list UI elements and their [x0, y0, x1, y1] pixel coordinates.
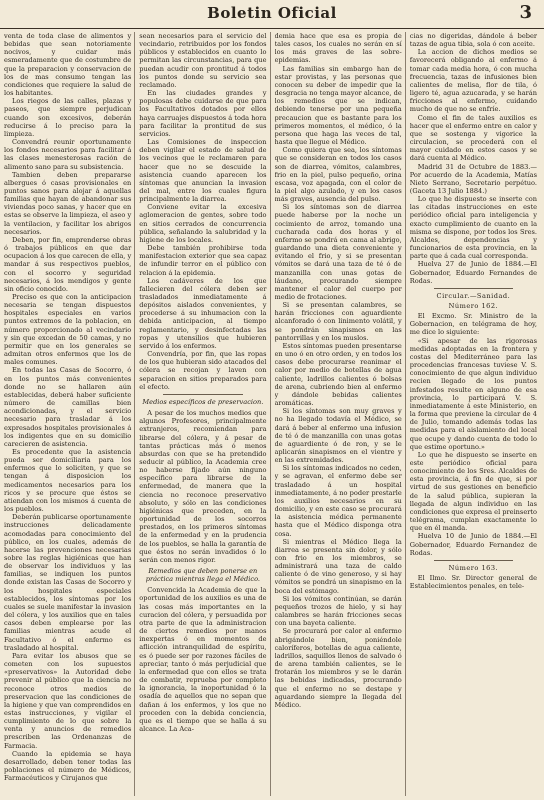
text-columns [4, 32, 540, 796]
paragraph: Cuando la epidemia se haya desarrollado, deben tener todas las poblaciones el número de Médicos, Farmacéuticos y Cirujanos que [4, 749, 132, 783]
paragraph: Convendría, por fin, que las ropas de los que hubieran sido atacados del cólera se recojan y laven con separacion en sitios preparados para el efecto. [139, 350, 267, 391]
paragraph: sean necesarios para el servicio del vecindario, retribuidos por los fondos públicos y establecidos en cuanto lo permitan las circunstancias, para que puedan acudir con prontitud á todos los puntos donde su servicio sea reclamado. [139, 32, 267, 89]
paragraph: Las Comisiones de inspeccion deben vigilar el estado de salud de los vecinos que le reclamaren para hacer que no se descuide la asistencia cuando aparecen los síntomas que anuncian la invasion del mal, entre los cuales figura principalmente la diarrea. [139, 138, 267, 204]
paragraph: cias no digeridas, dándole á beber tazas de agua tibia, sola ó con aceite. [409, 32, 537, 49]
paragraph: Tambien deben prepararse albergues ó casas provisionales en puntos sanos para alojar á aquellas familias que hayan de abandonar sus viviendas poco sanas, y hacer que en estas se observe la limpieza, el aseo y la ventilacion, y facilitar los abrigos necesarios. [4, 170, 132, 236]
paragraph: Lo que he dispuesto se inserte en este periódico oficial para conocimiento de los Sres. Alcaldes de esta provincia, á fin de que, si por virtud de sus gestiones en beneficio de la salud pública, supieran la llegada de algun individuo en las condiciones que expresa el preinserto telégrama, cumplan exactamente lo que en él manda. [409, 450, 537, 533]
paragraph: Si mientras el Médico llega la diarrea se presenta sin dolor, y sólo con frio en los miembros, se administrará una taza de caldo caliente ó de vino generoso, y si hay vómitos se pondrá un sinapismo en la boca del estómago. [274, 537, 402, 595]
paragraph: venta de toda clase de alimentos y bebidas que sean notoriamente nocivos, y cuidar más esmeradamente que de costumbre de que la preparacion y conservacion de los de mas consumo tengan las condiciones que requiere la salud de los habitantes. [4, 32, 132, 98]
paragraph: Deben, por fin, emprenderse obras ó trabajos públicos en que dar ocupacion á los que carecen de ella, y mandar á sus respectivos pueblos, con el socorro y seguridad necesarios, á los mendigos y gente sin oficio conocido. [4, 235, 132, 293]
paragraph: Circular.—Sanidad. [436, 291, 511, 300]
paragraph: Número 163. [448, 563, 499, 572]
paragraph: Los riegos de las calles, plazas y paseos, que siempre perjudican cuando son excesivos, deberán reducirse á lo preciso para la limpieza. [4, 97, 132, 138]
paragraph: Huelva 27 de Junio de 1884.—El Gobernador, Eduardo Fernandes de Rodas. [409, 260, 537, 285]
paragraph: Si se presentan calambres, se harán fricciones con aguardiente alcanforado ó con linimento volátil, y se pondrán sinapismos en las pantorrillas y en los muslos. [274, 301, 402, 342]
paragraph: La accion de dichos medios se favorecerá obligando al enfermo á tomar cada media hora, ó con mucha frecuencia, tazas de infusiones bien calientes de melisa, flor de tila, ó ligero té, agua azucarada, y se harán fricciones al enfermo, cuidando mucho de que no se enfríe. [409, 48, 537, 114]
paragraph: demia hace que esa es propia de tales casos, los cuales no serán en sí los más graves de las sobre-epidemias. [274, 32, 402, 65]
column-3 [275, 32, 406, 796]
page-header [0, 0, 544, 29]
paragraph: Debe también prohibirse toda manifestacion exterior que sea capaz de infundir terror en el público con relacion á la epidemia. [139, 244, 267, 277]
paragraph: Se procurará por calor al enfermo abrigándole bien, poniéndole caloríferos, botellas de agua caliente, ladrillos, saquillos llenos de salvado ó de arena también calientes, se le frotarán los miembros y se le darán las bebidas indicadas, procurando que el enfermo no se destape y aguardando siempre la llegada del Médico. [274, 627, 402, 709]
paragraph: El Ilmo. Sr. Director general de Establecimientos penales, en tele- [409, 574, 537, 591]
paragraph: El Excmo. Sr. Ministro de la Gobernacion, en telégrama de hoy, me dice lo siguiente: [409, 312, 537, 337]
paragraph: Lo que he dispuesto se inserte con las citadas instrucciones en este periódico oficial para inteligencia y exacto cumplimiento de cuanto en la misma se dispone, por todos los Sres. Alcaldes, dependencias y funcionarios de esta provincia, en la parte que á cada cual corresponda. [409, 195, 537, 261]
paragraph: En todas las Casas de Socorro, ó en los puntos más convenientes donde no se hallaren aún establecidas, deberá haber suficiente número de camillas bien acondicionadas, y el servicio necesario para trasladar á los expresados hospitales provisionales á los indigentes que en su domicilio carecieren de asistencia. [4, 366, 132, 448]
paragraph: Convencida la Academia de que la oportunidad de los auxilios es una de las cosas más importantes en la curacion del cólera, y persuadida por otra parte de que la administracion de ciertos remedios por manos inexpertas ó en momentos de aflicción intranquilidad de espíritu, es ó puede ser por razones fáciles de apreciar, tanto ó más perjudicial que la enfermedad que con ellos se trata de combatir, reprueba por completo la ignorancia, la inoportunidad ó la osadía de aquellos que no sepan que dañan á los enfermos, y los que no proceden con la debida conciencia, que es el tiempo que se halla á su alcance. La Aca- [139, 586, 267, 733]
section-divider [434, 560, 513, 561]
paragraph: Estos síntomas pueden presentarse en uno ó en otro orden, y en todos los casos debe procurarse reanimar el calor por medio de botellas de agua caliente, ladrillos calientes ó bolsas de arena, cubriendo bien al enfermo y dándole bebidas calientes aromáticas. [274, 341, 402, 408]
paragraph: Medios específicos de preservacion. [142, 397, 264, 406]
paragraph: Para evitar los abusos que se cometen con los supuestos «preservativos» la Autoridad debe prevenir al público que la ciencia no reconoce otros medios de preservacion que las condiciones de la higiene y que van comprendidos en estas instrucciones, y vigilar el cumplimiento de lo que sobre la venta y anuncios de remedios prescriben las Ordenanzas de Farmacia. [4, 651, 132, 750]
paragraph: En las ciudades grandes y populosas debe cuidarse de que para los Facultativos dotados por ellos haya carruajes dispuestos á toda hora para facilitar la prontitud de sus servicios. [139, 89, 267, 138]
page-number: 3 [519, 2, 532, 23]
paragraph: Como quiera que sea, los síntomas que se consideran en todos los casos son de diarrea, vómitos, calambres, frio en la piel, pulso pequeño, orina escasa, voz apagada, con el color de la piel algo azulado, y en los casos más graves, ausencia del pulso. [274, 146, 402, 204]
section-divider [163, 394, 242, 395]
paragraph: Deberán publicarse oportunamente instrucciones delicadamente acomodadas para conocimiento del público, en los cuales, además de hacerse las prevenciones necesarias sobre las reglas higiénicas que han de observar los individuos y las familias, se indiquen los puntos donde existan las Casas de Socorro y los hospitales especiales establecidos, los síntomas por los cuales se suele manifestar la invasion del cólera, y los auxilios que en tales casos deben emplearse por las familias mientras acude el Facultativo ó el enfermo es trasladado al hospital. [4, 513, 132, 652]
paragraph: Los cadáveres de los que fallecieren del cólera deben ser trasladados inmediatamente á depósitos aislados convenientes, y procederse á su inhumacion con la debida anticipacion, al tiempo reglamentario, y desinfectadas las ropas y utensilios que hubieren servido á los enfermos. [139, 276, 267, 350]
column-4 [410, 32, 540, 796]
paragraph: «Si apesar de las rigorosas medidas adoptadas en la frontera y costas del Mediterráneo para las procedencias francesas tuviese V. S. conocimiento de que algun individuo recien llegado de los puntos infestados resulte en alguno de esa provincia, lo participará V. S. inmediatamente á este Ministerio, en la forma que previene la circular de 4 de Julio, tomando además todas las medidas para el aislamiento del local que ocupe y dando cuenta de todo lo que estime oportuno.» [409, 336, 537, 451]
paragraph: Conviene evitar la excesiva aglomeracion de gentes, sobre todo en sitios cerrados de concurrencia pública, señalando la salubridad y la higiene de los locales. [139, 203, 267, 244]
column-1 [4, 32, 135, 796]
paragraph: Como el fin de tales auxilios es hacer que el enfermo entre en calor y que se sostenga y vigorice la circulacion, se procederá con el mayor cuidado en estos casos y se dará cuenta al Médico. [409, 113, 537, 163]
paragraph: Convendrá reunir oportunamente los fondos necesarios para facilitar á las clases menesterosas ración de alimento sano para su subsistencia. [4, 138, 132, 171]
paragraph: Número 162. [448, 302, 499, 310]
paragraph: Si los síntomas indicados no ceden, y se agravan, el enfermo debe ser trasladado á un hospital inmediatamente, á no poder prestarle los auxilios necesarios en su domicilio, y en este caso se procurará la asistencia médica permanente hasta que el Médico disponga otra cosa. [274, 464, 402, 538]
paragraph: Si los síntomas son muy graves y no ha llegado todavía el Médico, se dará á beber al enfermo una infusion de té ó de manzanilla con unas gotas de aguardiente ó de ron, y se le aplicarán sinapismos en el vientre y en las extremidades. [274, 407, 402, 465]
paragraph: Si los síntomas son de diarrea puede haberse por la noche un cocimiento de arroz, tomando una cucharada cada dos horas y el enfermo se pondrá en cama al abrigo, guardando una dieta conveniente y evitando el frio, y si se presentan vómitos se dará una taza de té ó de manzanilla con unas gotas de láudano, procurando siempre mantener el calor del cuerpo por medio de frotaciones. [274, 203, 402, 301]
section-divider [434, 288, 513, 289]
paragraph: Madrid 31 de Octubre de 1883.—Por acuerdo de la Academia, Matías Nieto Serrano, Secretario perpétuo. (Gaceta 13 Julio 1884.) [409, 162, 537, 195]
paragraph: Preciso es que con la anticipacion necesaria se tengan dispuestos hospitales especiales en varios puntos extremos de la poblacion, en número proporcionado al vecindario y sin que excedan de 50 camas, y no permitir que en los generales se admitan otros enfermos que los de males comunes. [4, 293, 132, 367]
paragraph: Remedios que deben ponerse en práctica mientras llega el Médico. [145, 567, 261, 584]
paragraph: Es procedente que la asistencia pueda ser domiciliaria para los enfermos que lo soliciten, y que se tengan á disposicion los medicamentos necesarios para los ricos y se procure que éstos se atiendan con los mismos á cuenta de los pueblos. [4, 447, 132, 514]
column-2 [139, 32, 270, 796]
newspaper-title: Boletin Oficial [207, 4, 337, 22]
paragraph: Huelva 10 de Junio de 1884.—El Gobernador, Eduardo Fernandez de Rodas. [409, 532, 537, 557]
paragraph: Si los vómitos continúan, se darán pequeños trozos de hielo, y si hay calambres se harán fricciones secas con una bayeta caliente. [274, 594, 402, 628]
paragraph: A pesar de los muchos medios que algunos Profesores, principalmente extranjeros, recomiendan para librarse del cólera, y á pesar de tantas prácticas más ó menos absurdas con que se ha pretendido seducir al público, la Academia cree no haberse fijado aún ninguno específico para librarse de la enfermedad, de manera que la ciencia no reconoce preservativo absoluto, y sólo en las condiciones higiénicas que preceden, en la oportunidad de los socorros prestados, en los primeros síntomas de la enfermedad y en la prudencia de los pueblos, se halla la garantía de que éstos no serán invadidos ó lo serán con menos rigor. [139, 409, 267, 564]
paragraph: Las familias sin embargo han de estar provistas, y las personas que conocen su deber de impedir que la desgracia no tenga mayor alcance, de los remedios que se indican, debiendo tenerse por una pequeña precaucion que es bastante para los primeros momentos, el médico, ó la persona que haga las veces de tal, hasta que llegue el Médico. [274, 64, 402, 147]
